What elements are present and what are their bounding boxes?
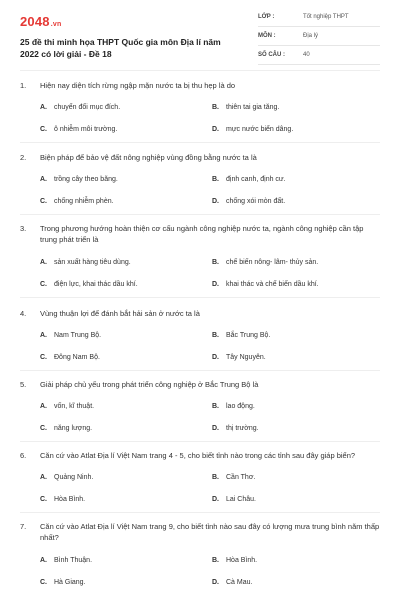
exam-meta xyxy=(258,12,380,69)
option-letter: B. xyxy=(212,403,219,410)
option-text: khai thác và chế biến dầu khí. xyxy=(226,281,319,288)
question-stem xyxy=(20,223,380,245)
option-letter: A. xyxy=(40,557,47,564)
option-text: Bắc Trung Bộ. xyxy=(226,332,271,339)
meta-label: SỐ CÂU : xyxy=(258,52,285,58)
option-d[interactable] xyxy=(212,425,259,432)
question-stem xyxy=(20,521,380,543)
option-letter: C. xyxy=(40,126,47,133)
option-text: Hà Giang. xyxy=(54,579,86,586)
question-stem xyxy=(20,450,380,461)
question-stem xyxy=(20,152,380,163)
option-a[interactable] xyxy=(40,474,93,481)
option-text: chuyển đổi mục đích. xyxy=(54,104,121,111)
question-number: 1. xyxy=(20,81,27,90)
header-divider xyxy=(20,70,380,71)
meta-value: Tốt nghiệp THPT xyxy=(303,14,349,20)
option-text: Cà Mau. xyxy=(226,579,253,586)
option-a[interactable] xyxy=(40,403,94,410)
option-letter: B. xyxy=(212,104,219,111)
option-letter: B. xyxy=(212,176,219,183)
option-c[interactable] xyxy=(40,425,92,432)
question-text: Biện pháp để bảo vệ đất nông nghiệp vùng đồng bằng nước ta là xyxy=(40,153,257,162)
option-c[interactable] xyxy=(40,281,138,288)
meta-row-subject xyxy=(258,31,380,46)
question-stem xyxy=(20,308,380,319)
question-text: Căn cứ vào Atlat Địa lí Việt Nam trang 9, cho biết tỉnh nào sau đây có lượng mưa trung bình năm thấp nhất? xyxy=(40,522,380,542)
option-text: Lai Châu. xyxy=(226,496,256,503)
option-text: Quảng Ninh. xyxy=(54,474,94,481)
option-letter: A. xyxy=(40,474,47,481)
option-letter: D. xyxy=(212,354,219,361)
option-letter: D. xyxy=(212,281,219,288)
option-c[interactable] xyxy=(40,354,100,361)
question-item xyxy=(20,80,380,133)
option-text: vốn, kĩ thuật. xyxy=(54,403,95,410)
option-letter: C. xyxy=(40,281,47,288)
option-a[interactable] xyxy=(40,259,131,266)
option-letter: D. xyxy=(212,425,219,432)
question-divider xyxy=(20,370,380,371)
option-text: chống nhiễm phèn. xyxy=(54,198,114,205)
option-text: chế biến nông- lâm- thủy sản. xyxy=(226,259,319,266)
document-title: 25 đề thi minh họa THPT Quốc gia môn Địa lí năm 2022 có lời giải - Đề 18 xyxy=(20,37,221,59)
option-b[interactable] xyxy=(212,176,286,183)
question-item xyxy=(20,450,380,503)
question-item xyxy=(20,308,380,361)
option-c[interactable] xyxy=(40,126,117,133)
option-text: Hòa Bình. xyxy=(54,496,86,503)
meta-row-count xyxy=(258,50,380,65)
meta-value: 40 xyxy=(303,52,310,58)
question-number: 6. xyxy=(20,451,27,460)
question-stem xyxy=(20,379,380,390)
option-d[interactable] xyxy=(212,579,252,586)
option-a[interactable] xyxy=(40,557,92,564)
question-item xyxy=(20,521,380,586)
option-d[interactable] xyxy=(212,281,319,288)
option-d[interactable] xyxy=(212,354,266,361)
option-text: Hòa Bình. xyxy=(226,557,258,564)
question-number: 2. xyxy=(20,153,27,162)
option-letter: A. xyxy=(40,104,47,111)
option-letter: C. xyxy=(40,198,47,205)
question-number: 3. xyxy=(20,224,27,233)
option-d[interactable] xyxy=(212,496,256,503)
question-text: Căn cứ vào Atlat Địa lí Việt Nam trang 4 - 5, cho biết tỉnh nào trong các tỉnh sau đây giáp biển? xyxy=(40,451,356,460)
question-item xyxy=(20,223,380,288)
question-number: 4. xyxy=(20,309,27,318)
option-letter: C. xyxy=(40,425,47,432)
option-letter: C. xyxy=(40,496,47,503)
option-text: thị trường. xyxy=(226,425,259,432)
question-number: 7. xyxy=(20,522,27,531)
question-divider xyxy=(20,214,380,215)
option-text: thiên tai gia tăng. xyxy=(226,104,280,111)
option-c[interactable] xyxy=(40,496,85,503)
option-d[interactable] xyxy=(212,126,293,133)
option-text: chống xói mòn đất. xyxy=(226,198,286,205)
question-divider xyxy=(20,142,380,143)
logo-text: 2048 xyxy=(20,14,50,29)
question-text: Vùng thuận lợi để đánh bắt hải sản ở nước ta là xyxy=(40,309,200,318)
option-a[interactable] xyxy=(40,176,118,183)
option-letter: A. xyxy=(40,259,47,266)
option-letter: C. xyxy=(40,354,47,361)
question-divider xyxy=(20,297,380,298)
option-b[interactable] xyxy=(212,259,318,266)
option-text: Tây Nguyên. xyxy=(226,354,266,361)
option-c[interactable] xyxy=(40,579,86,586)
option-text: Cần Thơ. xyxy=(226,474,256,481)
option-letter: D. xyxy=(212,579,219,586)
site-logo[interactable] xyxy=(20,14,61,29)
option-letter: D. xyxy=(212,198,219,205)
option-text: sản xuất hàng tiêu dùng. xyxy=(54,259,131,266)
question-divider xyxy=(20,512,380,513)
option-letter: D. xyxy=(212,496,219,503)
option-letter: D. xyxy=(212,126,219,133)
option-text: ô nhiễm môi trường. xyxy=(54,126,118,133)
option-b[interactable] xyxy=(212,104,279,111)
option-letter: B. xyxy=(212,332,219,339)
option-text: trồng cây theo băng. xyxy=(54,176,118,183)
meta-label: MÔN : xyxy=(258,33,276,39)
option-text: Đông Nam Bộ. xyxy=(54,354,100,361)
question-item xyxy=(20,379,380,432)
meta-row-class xyxy=(258,12,380,27)
option-b[interactable] xyxy=(212,474,255,481)
option-a[interactable] xyxy=(40,104,120,111)
option-text: Nam Trung Bộ. xyxy=(54,332,102,339)
option-text: điện lực, khai thác dầu khí. xyxy=(54,281,138,288)
option-letter: A. xyxy=(40,332,47,339)
meta-value: Địa lý xyxy=(303,33,319,39)
option-a[interactable] xyxy=(40,332,101,339)
option-text: năng lượng. xyxy=(54,425,93,432)
option-letter: A. xyxy=(40,403,47,410)
option-letter: B. xyxy=(212,259,219,266)
meta-label: LỚP : xyxy=(258,14,275,20)
option-letter: B. xyxy=(212,557,219,564)
question-number: 5. xyxy=(20,380,27,389)
option-text: mực nước biển dâng. xyxy=(226,126,294,133)
option-letter: A. xyxy=(40,176,47,183)
option-c[interactable] xyxy=(40,198,114,205)
option-text: lao động. xyxy=(226,403,255,410)
option-text: Bình Thuận. xyxy=(54,557,93,564)
option-letter: C. xyxy=(40,579,47,586)
option-d[interactable] xyxy=(212,198,285,205)
question-divider xyxy=(20,441,380,442)
question-item xyxy=(20,152,380,205)
question-text: Trong phương hướng hoàn thiện cơ cấu ngành công nghiệp nước ta, ngành công nghiệp cần tập trung phát triển là xyxy=(40,224,364,244)
logo-domain: .vn xyxy=(50,21,62,28)
option-letter: B. xyxy=(212,474,219,481)
option-b[interactable] xyxy=(212,557,257,564)
option-b[interactable] xyxy=(212,403,255,410)
question-text: Hiện nay diện tích rừng ngập mặn nước ta bị thu hẹp là do xyxy=(40,81,236,90)
page-header xyxy=(20,12,380,64)
option-b[interactable] xyxy=(212,332,270,339)
question-text: Giải pháp chủ yếu trong phát triển công nghiệp ở Bắc Trung Bộ là xyxy=(40,380,259,389)
option-text: định canh, định cư. xyxy=(226,176,286,183)
question-stem xyxy=(20,80,380,91)
